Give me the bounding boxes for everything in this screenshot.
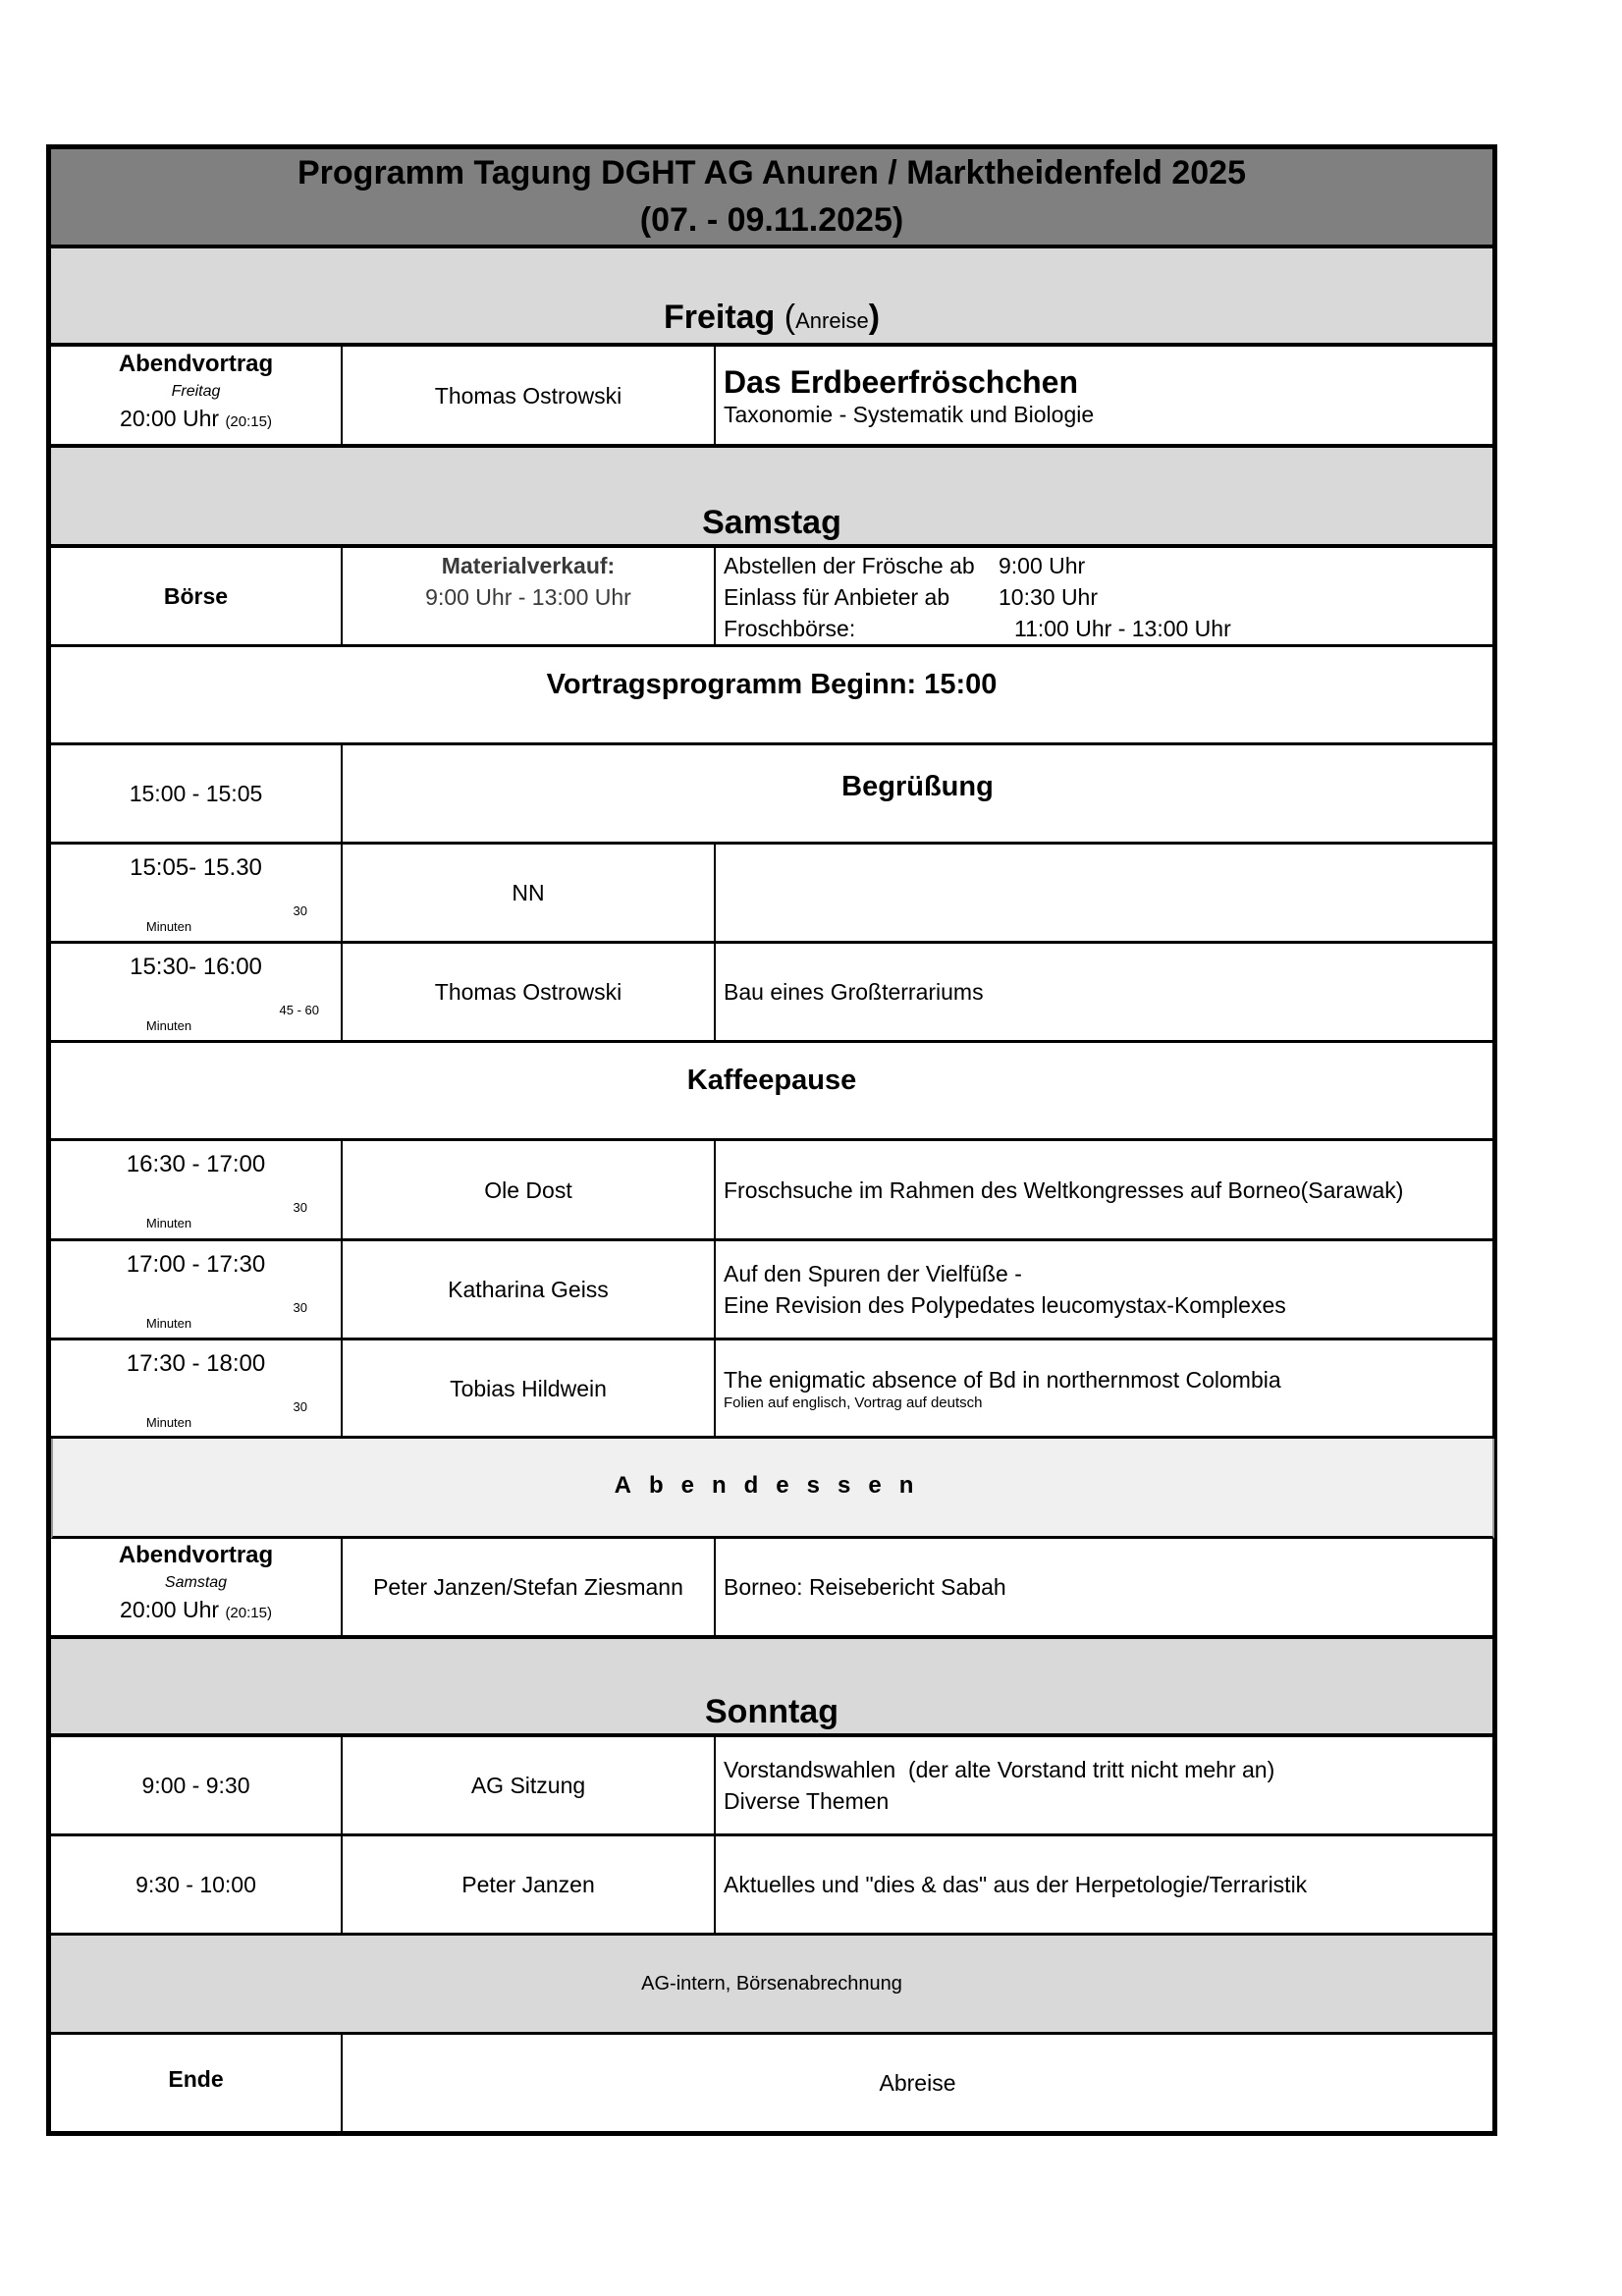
talk-title: Das Erdbeerfröschchen [724,363,1079,400]
table-row-session [51,1836,1492,1936]
slot-time: 16:30 - 17:00 [126,1151,266,1177]
table-row-session [51,1737,1492,1836]
slot-duration: 30 [293,1200,307,1215]
evening-talk-label: Abendvortrag [118,350,274,377]
day-label: Sonntag [705,1693,838,1730]
session-topic: Vorstandswahlen (der alte Vorstand tritt nicht mehr an) [724,1757,1275,1782]
day-header-sunday [51,1639,1492,1737]
table-row-friday-evening-talk [51,347,1492,448]
day-note: Anreise [795,308,869,333]
slot-duration-unit: Minuten [145,1415,192,1430]
evening-talk-day: Freitag [171,382,221,400]
talk-title: The enigmatic absence of Bd in northernmost Colombia [724,1366,1281,1393]
table-row-welcome [51,745,1492,845]
table-row-talk [51,1340,1492,1439]
boerse-detail-3: Froschbörse: 11:00 Uhr - 13:00 Uhr [724,616,1231,641]
evening-talk-label: Abendvortrag [118,1542,274,1568]
day-label: Freitag [663,299,776,336]
talk-title: Borneo: Reisebericht Sabah [724,1574,1006,1600]
slot-duration: 30 [293,1300,307,1315]
slot-time: 9:30 - 10:00 [135,1872,256,1897]
dinner-label: Abendessen [614,1472,932,1499]
day-label: Samstag [702,504,841,541]
boerse-detail-1: Abstellen der Frösche ab 9:00 Uhr [724,553,1086,578]
talk-title: Froschsuche im Rahmen des Weltkongresses auf Borneo(Sarawak) [724,1176,1404,1203]
slot-time: 17:30 - 18:00 [126,1350,266,1377]
session-topic-line2: Diverse Themen [724,1788,890,1814]
slot-duration: 30 [293,1399,307,1414]
slot-time: 15:00 - 15:05 [129,781,263,806]
slot-duration-unit: Minuten [145,1216,192,1230]
coffee-break-label: Kaffeepause [686,1065,857,1096]
boerse-detail-2: Einlass für Anbieter ab 10:30 Uhr [724,584,1099,610]
table-row-internal [51,1936,1492,2035]
slot-time: 15:30- 16:00 [130,954,262,980]
table-row-boerse [51,548,1492,647]
speaker-name: AG Sitzung [470,1773,586,1798]
evening-talk-time-note: (20:15) [225,1605,272,1621]
table-row-end [51,2035,1492,2131]
material-sale-time: 9:00 Uhr - 13:00 Uhr [425,584,631,610]
slot-time: 9:00 - 9:30 [141,1773,250,1798]
table-row-talk [51,1241,1492,1340]
speaker-name: Peter Janzen/Stefan Ziesmann [373,1574,683,1600]
schedule-title-row [51,149,1492,248]
slot-time: 17:00 - 17:30 [126,1251,266,1278]
speaker-name: Ole Dost [484,1176,572,1203]
welcome-label: Begrüßung [841,771,994,802]
material-sale-label: Materialverkauf: [441,553,616,578]
talk-title-line2: Eine Revision des Polypedates leucomystax-Komplexes [724,1292,1286,1318]
evening-talk-time: 20:00 Uhr [120,405,220,431]
talk-title: Bau eines Großterrariums [724,979,984,1005]
talk-note: Folien auf englisch, Vortrag auf deutsch [724,1394,983,1411]
end-value: Abreise [879,2070,956,2096]
table-row-talk [51,845,1492,944]
slot-duration-unit: Minuten [145,1316,192,1331]
schedule-dates: (07. - 09.11.2025) [639,201,904,239]
table-row-coffee-break [51,1043,1492,1141]
boerse-label: Börse [163,583,229,609]
speaker-name: Katharina Geiss [448,1277,609,1302]
speaker-name: NN [512,880,545,905]
table-row-talk [51,1141,1492,1241]
speaker-name: Tobias Hildwein [450,1375,607,1401]
day-header-friday: Freitag (Anreise) [51,248,1492,347]
speaker-name: Peter Janzen [461,1872,595,1897]
talk-title: Auf den Spuren der Vielfüße - [724,1261,1022,1286]
slot-time: 15:05- 15.30 [130,854,262,881]
talk-subtitle: Taxonomie - Systematik und Biologie [724,401,1095,427]
slot-duration: 45 - 60 [279,1003,319,1017]
slot-duration-unit: Minuten [145,1018,192,1033]
table-row-dinner [51,1439,1494,1539]
end-label: Ende [168,2066,224,2092]
day-header-saturday [51,448,1492,548]
evening-talk-time: 20:00 Uhr [120,1597,220,1622]
internal-label: AG-intern, Börsenabrechnung [641,1972,902,1995]
table-row-talk [51,944,1492,1043]
slot-duration: 30 [293,903,307,918]
speaker-name: Thomas Ostrowski [434,382,622,409]
schedule-title: Programm Tagung DGHT AG Anuren / Marktheidenfeld 2025 [297,154,1246,191]
evening-talk-day: Samstag [164,1574,228,1591]
table-row-saturday-evening-talk [51,1539,1492,1639]
table-row-program-start [51,647,1492,745]
session-topic: Aktuelles und "dies & das" aus der Herpetologie/Terraristik [724,1872,1308,1897]
evening-talk-time-note: (20:15) [225,412,272,430]
program-start-label: Vortragsprogramm Beginn: 15:00 [546,669,998,700]
slot-duration-unit: Minuten [145,919,192,934]
speaker-name: Thomas Ostrowski [434,979,622,1005]
